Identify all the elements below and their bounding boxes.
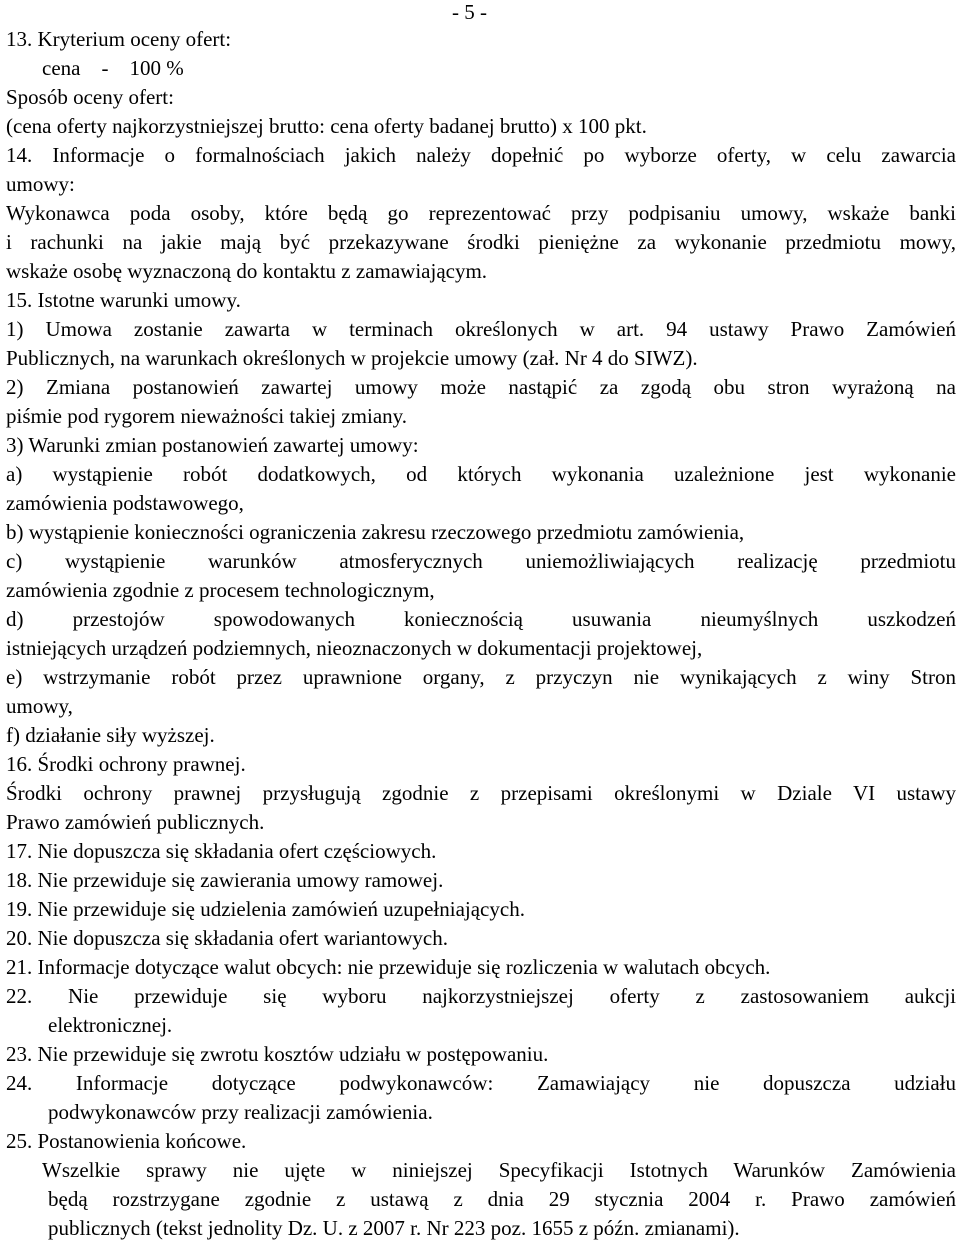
section-19: 19. Nie przewiduje się udzielenia zamówień uzupełniających.: [6, 897, 525, 921]
list-item-d: d) przestojów spowodowanych koniecznością usuwania nieumyślnych uszkodzeń: [6, 607, 956, 631]
paragraph-line: Publicznych, na warunkach określonych w projekcie umowy (zał. Nr 4 do SIWZ).: [6, 346, 698, 370]
criterion-price: cena - 100 %: [42, 56, 184, 80]
list-item-e-cont: umowy,: [6, 694, 73, 718]
list-item-a: a) wystąpienie robót dodatkowych, od których wykonania uzależnione jest wykonanie: [6, 462, 956, 486]
list-item-e: e) wstrzymanie robót przez uprawnione organy, z przyczyn nie wynikających z winy Stron: [6, 665, 956, 689]
section-22-cont: elektronicznej.: [48, 1013, 173, 1037]
page-number: - 5 -: [452, 0, 487, 24]
section-14-heading-cont: umowy:: [6, 172, 75, 196]
paragraph-line: 2) Zmiana postanowień zawartej umowy może nastąpić za zgodą obu stron wyrażoną na: [6, 375, 956, 399]
section-24-cont: podwykonawców przy realizacji zamówienia.: [48, 1100, 433, 1124]
evaluation-formula: (cena oferty najkorzystniejszej brutto: cena oferty badanej brutto) x 100 pkt.: [6, 114, 647, 138]
section-23: 23. Nie przewiduje się zwrotu kosztów udziału w postępowaniu.: [6, 1042, 549, 1066]
paragraph-line: piśmie pod rygorem nieważności takiej zmiany.: [6, 404, 408, 428]
list-item-c-cont: zamówienia zgodnie z procesem technologicznym,: [6, 578, 435, 602]
list-item-d-cont: istniejących urządzeń podziemnych, nieoznaczonych w dokumentacji projektowej,: [6, 636, 703, 660]
section-18: 18. Nie przewiduje się zawierania umowy ramowej.: [6, 868, 444, 892]
paragraph-line: Wszelkie sprawy nie ujęte w niniejszej Specyfikacji Istotnych Warunków Zamówienia: [42, 1158, 956, 1182]
paragraph-line: 1) Umowa zostanie zawarta w terminach określonych w art. 94 ustawy Prawo Zamówień: [6, 317, 956, 341]
section-13-heading: 13. Kryterium oceny ofert:: [6, 27, 232, 51]
section-24: 24. Informacje dotyczące podwykonawców: Zamawiający nie dopuszcza udziału: [6, 1071, 956, 1095]
list-item-c: c) wystąpienie warunków atmosferycznych uniemożliwiających realizację przedmiotu: [6, 549, 956, 573]
section-20: 20. Nie dopuszcza się składania ofert wariantowych.: [6, 926, 449, 950]
section-22: 22. Nie przewiduje się wyboru najkorzystniejszej oferty z zastosowaniem aukcji: [6, 984, 956, 1008]
section-14-heading: 14. Informacje o formalnościach jakich należy dopełnić po wyborze oferty, w celu zawarcia: [6, 143, 956, 167]
paragraph-line: Środki ochrony prawnej przysługują zgodnie z przepisami określonymi w Dziale VI ustawy: [6, 781, 956, 805]
section-25-heading: 25. Postanowienia końcowe.: [6, 1129, 247, 1153]
section-15-heading: 15. Istotne warunki umowy.: [6, 288, 241, 312]
paragraph-line: będą rozstrzygane zgodnie z ustawą z dnia 29 stycznia 2004 r. Prawo zamówień: [48, 1187, 956, 1211]
section-21: 21. Informacje dotyczące walut obcych: nie przewiduje się rozliczenia w walutach obcych.: [6, 955, 771, 979]
paragraph-line: Prawo zamówień publicznych.: [6, 810, 265, 834]
paragraph-line: i rachunki na jakie mają być przekazywane środki pieniężne za wykonanie przedmiotu mowy,: [6, 230, 956, 254]
paragraph-line: publicznych (tekst jednolity Dz. U. z 2007 r. Nr 223 poz. 1655 z późn. zmianami).: [48, 1216, 740, 1240]
section-17: 17. Nie dopuszcza się składania ofert częściowych.: [6, 839, 437, 863]
section-16-heading: 16. Środki ochrony prawnej.: [6, 752, 246, 776]
paragraph-line: Wykonawca poda osoby, które będą go reprezentować przy podpisaniu umowy, wskaże banki: [6, 201, 956, 225]
list-item-a-cont: zamówienia podstawowego,: [6, 491, 244, 515]
paragraph-line: wskaże osobę wyznaczoną do kontaktu z zamawiającym.: [6, 259, 488, 283]
paragraph-line: 3) Warunki zmian postanowień zawartej umowy:: [6, 433, 419, 457]
list-item-f: f) działanie siły wyższej.: [6, 723, 215, 747]
evaluation-method-label: Sposób oceny ofert:: [6, 85, 174, 109]
list-item-b: b) wystąpienie konieczności ograniczenia zakresu rzeczowego przedmiotu zamówienia,: [6, 520, 745, 544]
